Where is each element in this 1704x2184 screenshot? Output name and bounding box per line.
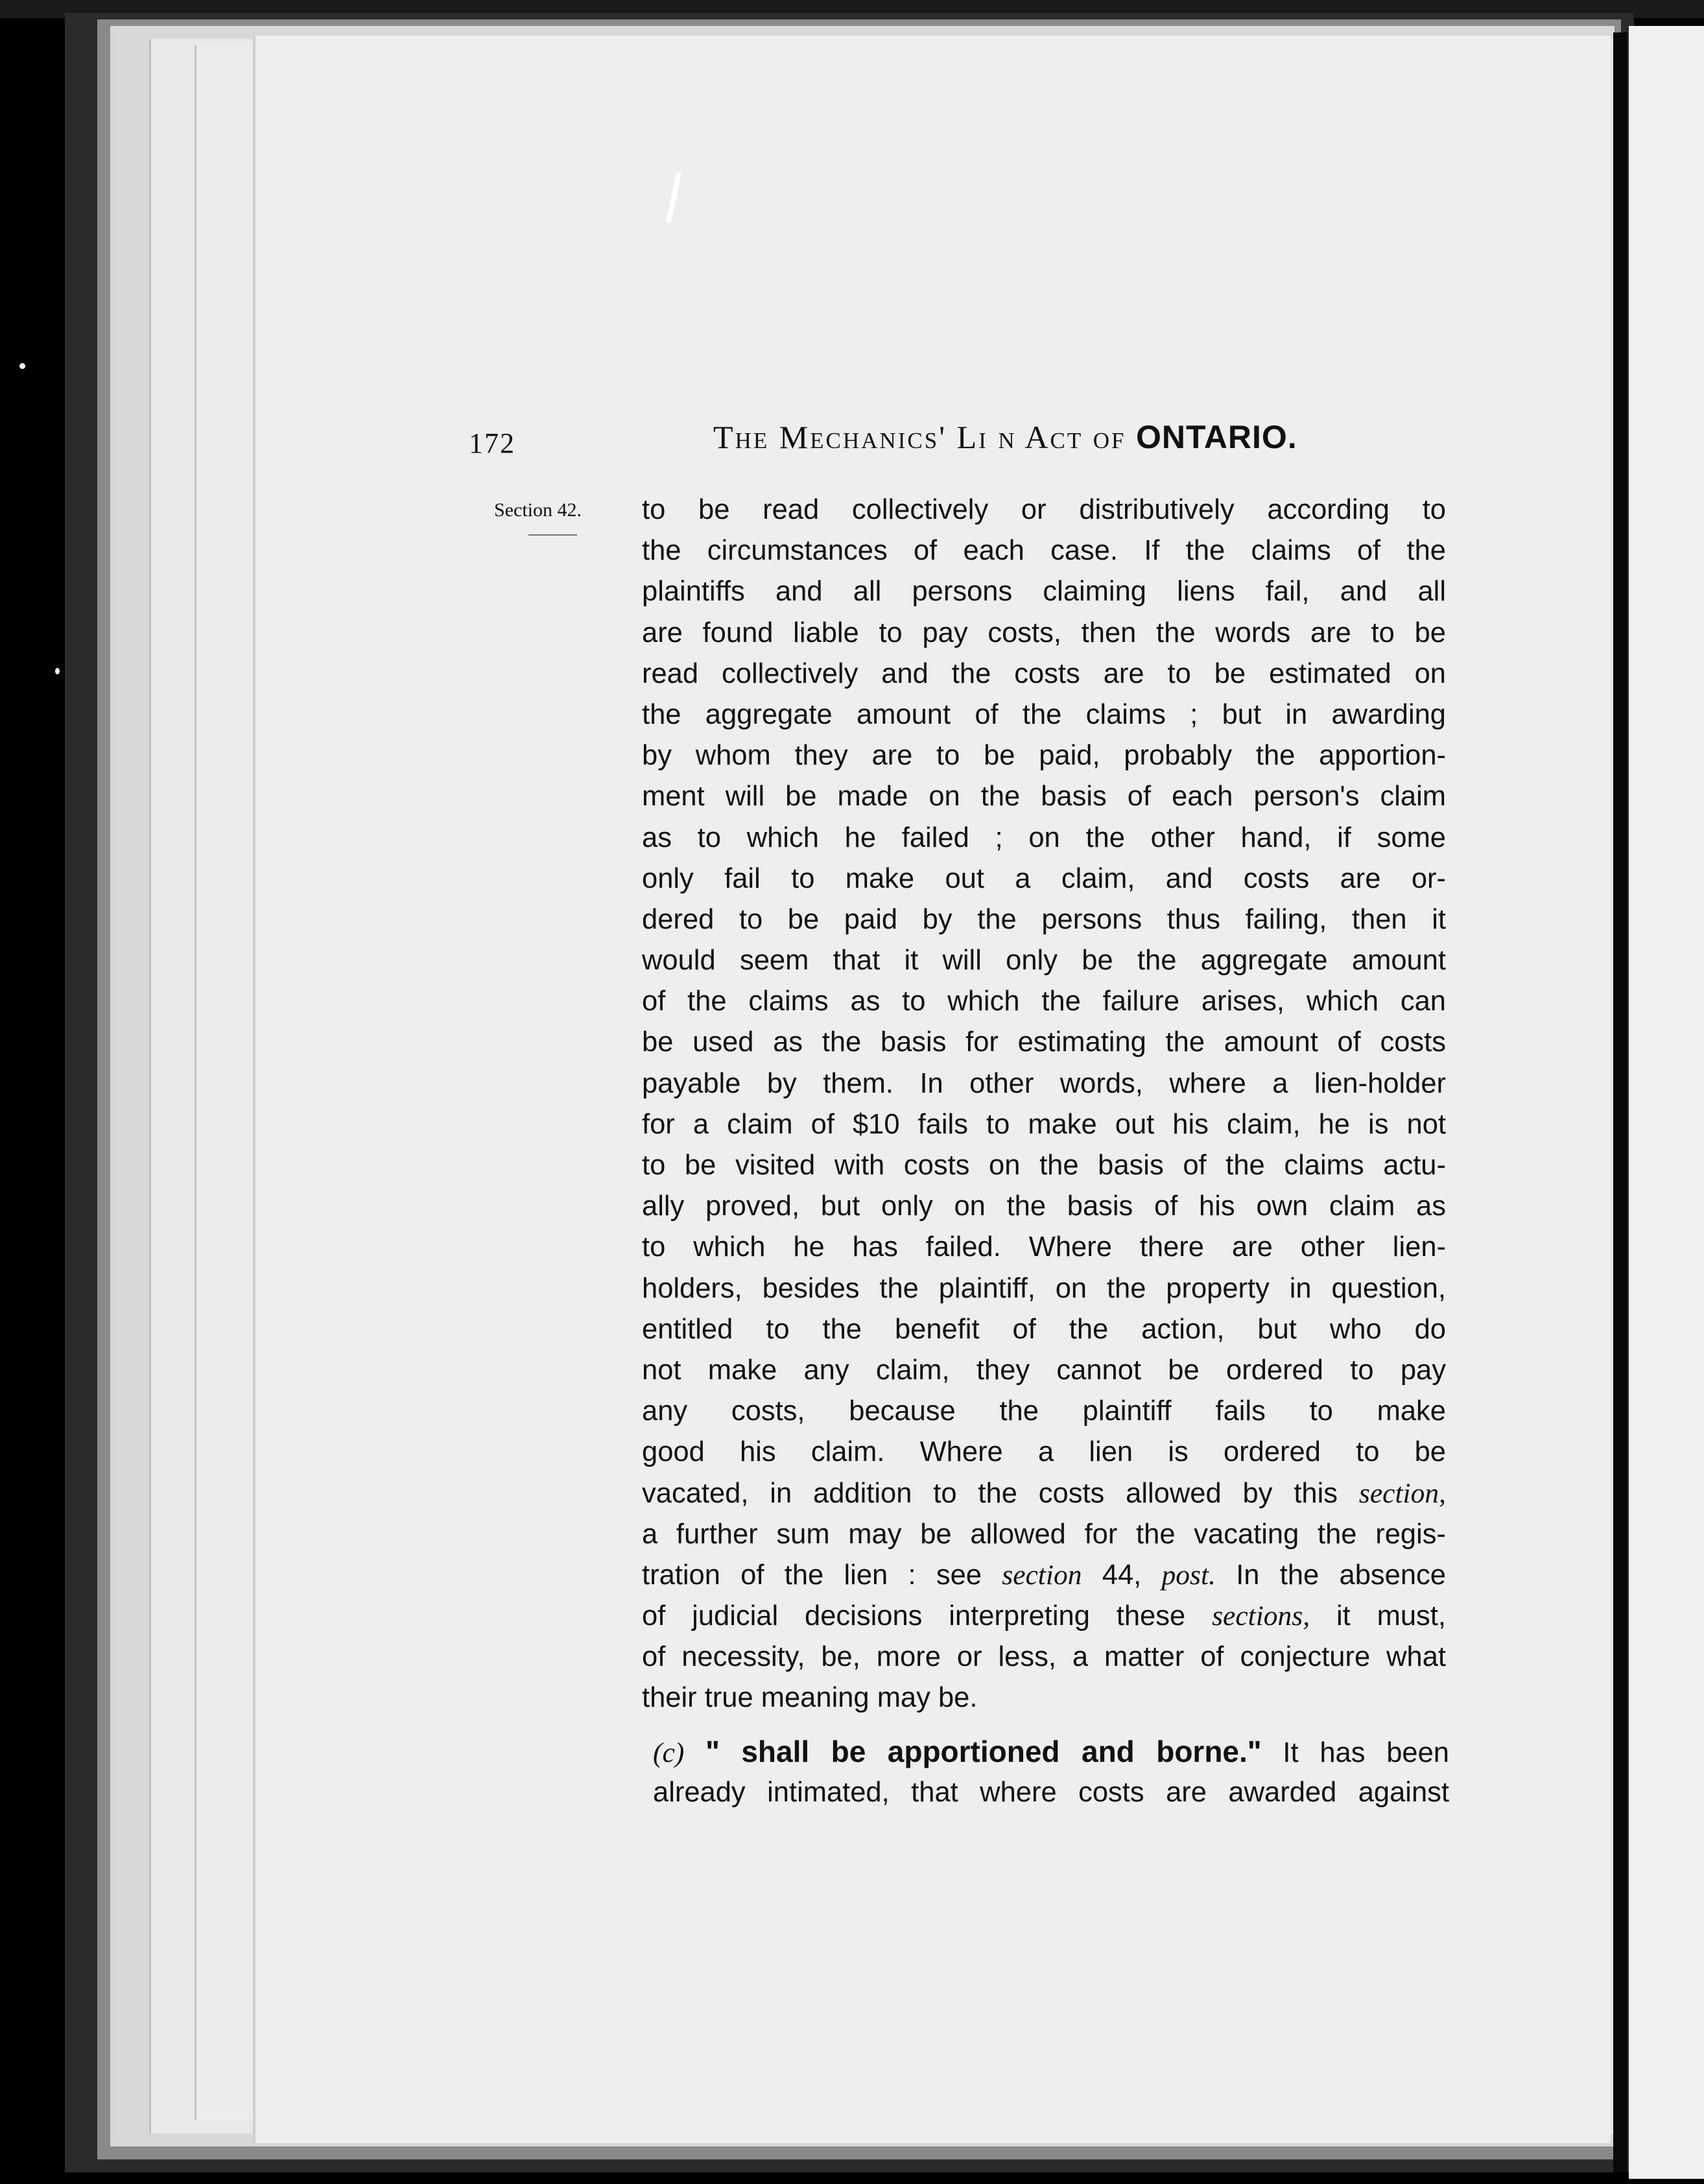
text-line: a further sum may be allowed for the vacating the regis- <box>642 1518 1446 1550</box>
text-run: of judicial decisions interpreting these <box>642 1600 1213 1632</box>
text-run: In the absence <box>1215 1559 1446 1591</box>
text-line: dered to be paid by the persons thus failing, then it <box>642 903 1446 935</box>
text-line: would seem that it will only be the aggregate amount <box>642 945 1446 977</box>
italic-reference: post. <box>1161 1559 1216 1591</box>
text-line: payable by them. In other words, where a lien-holder <box>642 1067 1446 1099</box>
text-line: ment will be made on the basis of each person's claim <box>642 781 1446 813</box>
text-run: it must, <box>1310 1600 1446 1632</box>
text-line: as to which he failed ; on the other hand, if some <box>642 822 1446 853</box>
text-line <box>653 1731 1449 1772</box>
text-line: to be read collectively or distributively according to <box>642 494 1446 525</box>
text-line: to be visited with costs on the basis of the claims actu- <box>642 1150 1446 1181</box>
text-line: of necessity, be, more or less, a matter of conjecture what <box>642 1641 1446 1673</box>
text-line: of the claims as to which the failure arises, which can <box>642 986 1446 1017</box>
text-line: any costs, because the plaintiff fails to make <box>642 1395 1446 1427</box>
italic-reference: sections, <box>1212 1600 1310 1632</box>
text-line: only fail to make out a claim, and costs are or- <box>642 862 1446 894</box>
book-gutter <box>1613 32 1627 2172</box>
text-line <box>642 1596 1446 1637</box>
text-line: good his claim. Where a lien is ordered to be <box>642 1436 1446 1468</box>
text-line: the aggregate amount of the claims ; but in awarding <box>642 698 1446 730</box>
text-line: read collectively and the costs are to be estimated on <box>642 658 1446 689</box>
italic-reference: section, <box>1358 1477 1446 1509</box>
text-run: 44, <box>1082 1559 1162 1591</box>
text-line: to which he has failed. Where there are other lien- <box>642 1231 1446 1263</box>
text-line: not make any claim, they cannot be ordered to pay <box>642 1354 1446 1386</box>
text-line: by whom they are to be paid, probably the apportion- <box>642 740 1446 772</box>
margin-rule <box>528 534 577 536</box>
running-title <box>713 418 1297 456</box>
text-line: plaintiffs and all persons claiming liens fail, and all <box>642 576 1446 608</box>
italic-reference: section <box>1002 1559 1082 1591</box>
text-line <box>642 1555 1446 1596</box>
text-line: entitled to the benefit of the action, but who do <box>642 1313 1446 1345</box>
text-line: be used as the basis for estimating the amount of costs <box>642 1027 1446 1058</box>
subsection-marker: (c) <box>653 1737 685 1768</box>
text-line: the circumstances of each case. If the claims of the <box>642 535 1446 567</box>
text-line <box>642 1473 1446 1514</box>
text-run: It has been <box>1261 1737 1449 1768</box>
subsection-heading: " shall be apportioned and borne." <box>705 1735 1262 1768</box>
text-line: are found liable to pay costs, then the words are to be <box>642 617 1446 648</box>
facing-page-edge <box>1629 26 1704 2179</box>
text-line: holders, besides the plaintiff, on the property in question, <box>642 1272 1446 1304</box>
body-paragraph <box>642 490 1446 1719</box>
text-run: tration of the lien : see <box>642 1559 1002 1591</box>
text-line: their true meaning may be. <box>642 1682 978 1714</box>
text-line: already intimated, that where costs are awarded against <box>653 1777 1449 1808</box>
running-title-ontario: ONTARIO. <box>1135 419 1297 455</box>
subsection-paragraph <box>653 1731 1449 1813</box>
running-title-text: The Mechanics' Li n Act of <box>713 419 1126 455</box>
text-line: for a claim of $10 fails to make out his claim, he is not <box>642 1108 1446 1140</box>
scan-speck <box>19 363 25 369</box>
scan-speck <box>55 668 60 674</box>
text-run: vacated, in addition to the costs allowed by this <box>642 1477 1359 1509</box>
margin-section-note: Section 42. <box>494 499 582 521</box>
text-line: ally proved, but only on the basis of his own claim as <box>642 1191 1446 1222</box>
page-number: 172 <box>469 427 515 459</box>
